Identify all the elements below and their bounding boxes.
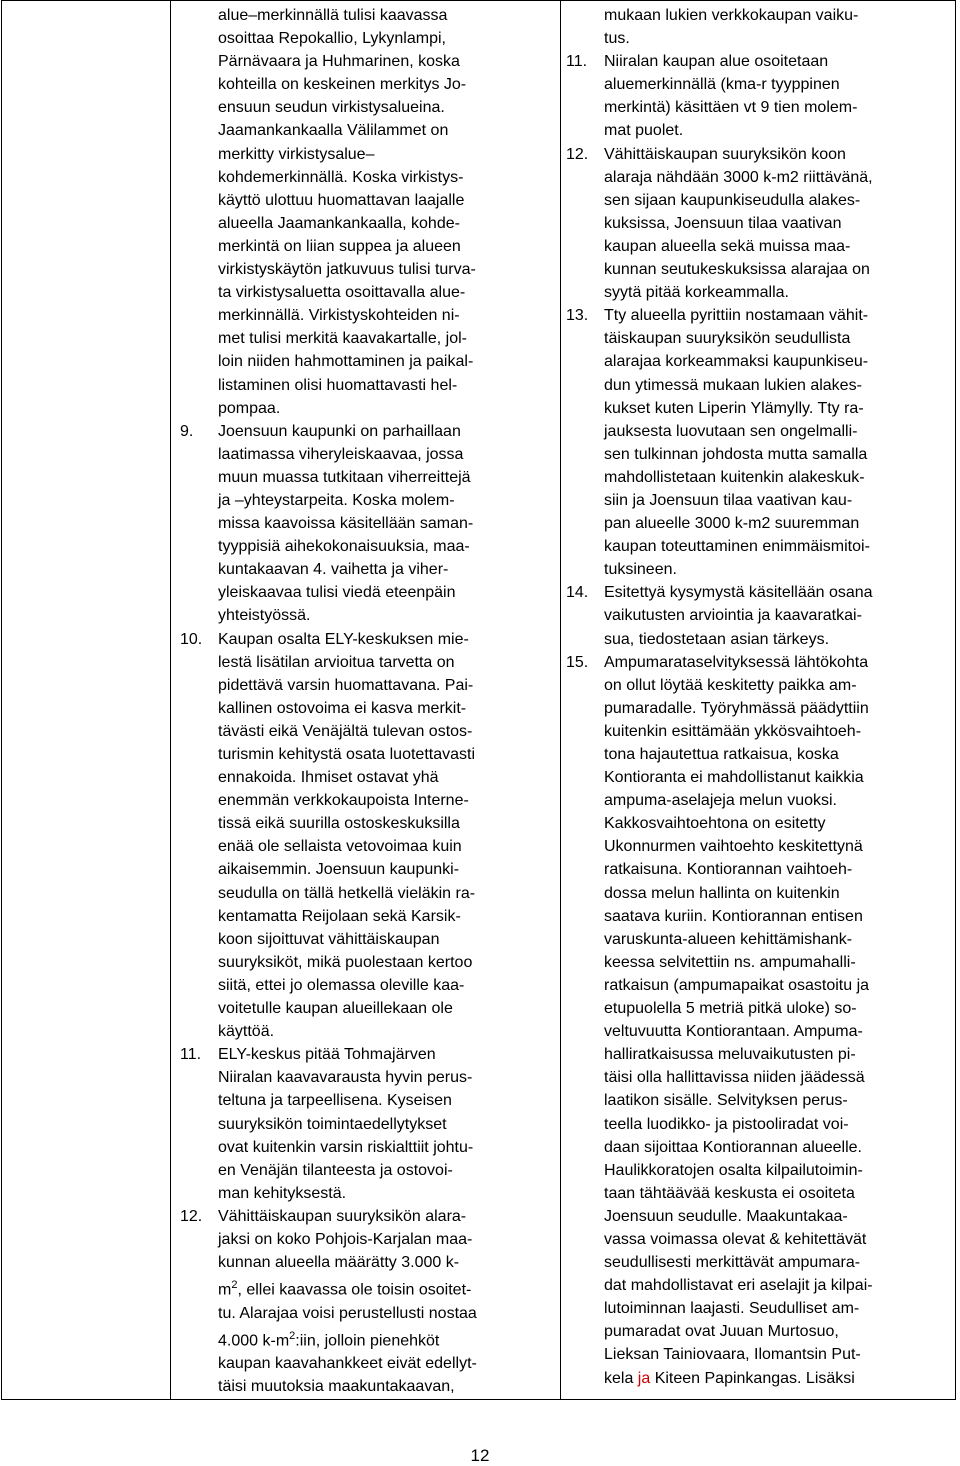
- text-line: listaminen olisi huomattavasti hel-: [218, 376, 458, 394]
- text-line: seudulla on tällä hetkellä vieläkin ra-: [218, 884, 476, 902]
- text-line: Joensuun seudulle. Maakuntakaa-: [604, 1207, 848, 1225]
- text-line: täiskaupan suuryksikön seudullista: [604, 330, 851, 348]
- text-line: käyttöä.: [218, 1023, 275, 1041]
- text-line: Kontioranta ei mahdollistanut kaikkia: [604, 769, 864, 787]
- text-line: [218, 1274, 560, 1301]
- text-line: met tulisi merkitä kaavakartalle, jol-: [218, 330, 467, 348]
- text-line: voitetulle kaupan alueillekaan ole: [218, 1000, 453, 1018]
- text-line: teltuna ja tarpeellisena. Kyseisen: [218, 1092, 452, 1110]
- text-line: kallinen ostovoima ei kasva merkit-: [218, 699, 467, 717]
- text-line: keessa selvitettiin ns. ampumahalli-: [604, 953, 856, 971]
- text-line: kunnan seutukeskuksissa alarajaa on: [604, 261, 870, 279]
- text-line: ta virkistysaluetta osoittavalla alue-: [218, 284, 466, 302]
- text-line: en Venäjän tilanteesta ja ostovoi-: [218, 1161, 453, 1179]
- text-line: Ukonnurmen vaihtoehto keskitettynä: [604, 838, 863, 856]
- text-fragment: m: [218, 1281, 232, 1299]
- text-fragment: , ellei kaavassa ole toisin osoitet-: [237, 1281, 472, 1299]
- item-number: 11.: [180, 1046, 202, 1064]
- text-line: merkintä on liian suppea ja alueen: [218, 237, 461, 255]
- text-line: sen tulkinnan johdosta mutta samalla: [604, 445, 868, 463]
- text-line: Joensuun kaupunki on parhaillaan: [218, 422, 461, 440]
- text-line: kohdemerkinnällä. Koska virkistys-: [218, 168, 464, 186]
- numbered-item-12: [180, 1205, 560, 1398]
- text-line: loin niiden hahmottaminen ja paikal-: [218, 353, 474, 371]
- text-line: Haulikkoratojen osalta kilpailutoimin-: [604, 1161, 863, 1179]
- text-line: kuksissa, Joensuun tilaa vaativan: [604, 214, 842, 232]
- text-line: Esitettyä kysymystä käsitellään osana: [604, 584, 873, 602]
- text-line: daan sijoittaa Kontiorannan alueelle.: [604, 1138, 862, 1156]
- text-line: käyttö ulottuu huomattavan laajalle: [218, 191, 465, 209]
- text-line: taan tähtäävää keskusta ei osoiteta: [604, 1184, 855, 1202]
- text-line: dossa melun hallinta on kuitenkin: [604, 884, 840, 902]
- text-line: Kakkosvaihtoehtona on esitetty: [604, 815, 826, 833]
- text-line: Vähittäiskaupan suuryksikön koon: [604, 145, 846, 163]
- text-line: vassa voimassa olevat & kehitettävät: [604, 1230, 867, 1248]
- text-line: aikaisemmin. Joensuun kaupunki-: [218, 861, 460, 879]
- text-line: dat mahdollistavat eri aselajit ja kilpai-: [604, 1277, 873, 1295]
- text-line: ampuma-aselajeja melun vuoksi.: [604, 792, 837, 810]
- text-fragment: kela: [604, 1369, 638, 1387]
- text-line: siitä, ettei jo olemassa oleville kaa-: [218, 976, 465, 994]
- text-line: merkintä) käsittäen vt 9 tien molem-: [604, 99, 858, 117]
- text-line: muun muassa tutkitaan viherreittejä: [218, 468, 471, 486]
- numbered-item-11: [566, 50, 956, 142]
- text-line: kaupan alueella sekä muissa maa-: [604, 237, 851, 255]
- item-number: 11.: [566, 53, 588, 71]
- text-line: sen sijaan kaupunkiseudulla alakes-: [604, 191, 861, 209]
- text-line: halliratkaisussa meluvaikutusten pi-: [604, 1046, 856, 1064]
- text-line: ovat kuitenkin varsin riskialttiit johtu-: [218, 1138, 474, 1156]
- text-line: Vähittäiskaupan suuryksikön alara-: [218, 1207, 467, 1225]
- numbered-item-15: [566, 651, 956, 1390]
- text-line: merkitty virkistysalue–: [218, 145, 375, 163]
- text-line: [218, 1325, 560, 1352]
- response-column: [566, 4, 956, 1390]
- text-fragment: :iin, jolloin pienehköt: [295, 1332, 440, 1349]
- text-line: missa kaavoissa käsitellään saman-: [218, 515, 474, 533]
- item-number: 14.: [566, 584, 589, 602]
- text-line: seudullisesti merkittävät ampumara-: [604, 1254, 861, 1272]
- text-line: Ampumarataselvityksessä lähtökohta: [604, 653, 869, 671]
- text-line: ennakoida. Ihmiset ostavat yhä: [218, 769, 439, 787]
- numbered-item-11: [180, 1043, 560, 1205]
- text-line: täisi olla hallittavissa niiden jäädessä: [604, 1069, 865, 1087]
- text-line: tuksineen.: [604, 561, 677, 579]
- text-line: alueella Jaamankankaalla, kohde-: [218, 214, 460, 232]
- text-line: suuryksikön toimintaedellytykset: [218, 1115, 447, 1133]
- text-line: kunnan alueella määrätty 3.000 k-: [218, 1254, 460, 1272]
- ely-statement-column: [180, 4, 560, 1398]
- text-line: kukset kuten Liperin Ylämylly. Tty ra-: [604, 399, 864, 417]
- text-line: vaikutusten arviointia ja kaavaratkai-: [604, 607, 862, 625]
- text-line: pidettävä varsin huomattavana. Pai-: [218, 676, 474, 694]
- text-line: tu. Alarajaa voisi perustellusti nostaa: [218, 1304, 477, 1322]
- text-line: ensuun seudun virkistysalueina.: [218, 99, 445, 117]
- continued-item-8: [180, 4, 560, 420]
- text-line: lestä lisätilan arvioitua tarvetta on: [218, 653, 455, 671]
- numbered-item-13: [566, 304, 956, 581]
- numbered-item-10: [180, 628, 560, 1044]
- text-line: pompaa.: [218, 399, 281, 417]
- column-divider-2: [560, 1, 561, 1399]
- page-number: 12: [470, 1446, 490, 1465]
- text-line: laatikon sisälle. Selvityksen perus-: [604, 1092, 848, 1110]
- text-line: [604, 1367, 956, 1390]
- text-line: osoittaa Repokallio, Lykynlampi,: [218, 30, 446, 48]
- text-line: täisi muutoksia maakuntakaavan,: [218, 1378, 455, 1396]
- text-line: kaupan kaavahankkeet eivät edellyt-: [218, 1355, 477, 1373]
- text-line: kaupan toteuttaminen enimmäismitoi-: [604, 538, 870, 556]
- text-line: aluemerkinnällä (kma-r tyyppinen: [604, 76, 840, 94]
- text-line: syytä pitää korkeammalla.: [604, 284, 789, 302]
- text-line: Kaupan osalta ELY-keskuksen mie-: [218, 630, 469, 648]
- text-line: ja –yhteystarpeita. Koska molem-: [218, 491, 455, 509]
- text-line: pumaradat ovat Juuan Murtosuo,: [604, 1323, 839, 1341]
- numbered-item-9: [180, 420, 560, 628]
- text-line: virkistyskäytön jatkuvuus tulisi turva-: [218, 261, 476, 279]
- text-line: ratkaisuna. Kontiorannan vaihtoeh-: [604, 861, 853, 879]
- text-line: siin ja Joensuun tilaa vaativan kau-: [604, 491, 853, 509]
- text-line: lutoiminnan laajasti. Seudulliset am-: [604, 1300, 860, 1318]
- text-line: enää ole sellaista vetovoimaa kuin: [218, 838, 462, 856]
- text-line: suuryksiköt, mikä puolestaan kertoo: [218, 953, 473, 971]
- text-line: ratkaisun (ampumapaikat osastoitu ja: [604, 976, 870, 994]
- text-line: teella luodikko- ja pistooliradat voi-: [604, 1115, 849, 1133]
- text-line: alarajaa korkeammaksi kaupunkiseu-: [604, 353, 869, 371]
- numbered-item-14: [566, 581, 956, 650]
- text-line: kohteilla on keskeinen merkitys Jo-: [218, 76, 467, 94]
- text-line: jauksesta luovutaan sen ongelmalli-: [604, 422, 858, 440]
- text-line: turismin kehitystä osata luotettavasti: [218, 746, 476, 763]
- text-line: jaksi on koko Pohjois-Karjalan maa-: [218, 1230, 473, 1248]
- text-line: mukaan lukien verkkokaupan vaiku-: [604, 7, 859, 24]
- text-line: alaraja nähdään 3000 k-m2 riittävänä,: [604, 168, 873, 186]
- text-line: tävästi eikä Venäjältä tulevan ostos-: [218, 722, 473, 740]
- text-line: merkinnällä. Virkistyskohteiden ni-: [218, 307, 460, 325]
- text-line: kentamatta Reijolaan sekä Karsik-: [218, 907, 461, 925]
- item-number: 12.: [180, 1207, 203, 1225]
- text-line: Niiralan kaupan alue osoitetaan: [604, 53, 829, 71]
- text-line: enemmän verkkokaupoista Interne-: [218, 792, 469, 810]
- text-line: veltuvuutta Kontiorantaan. Ampuma-: [604, 1023, 863, 1041]
- superscript: 2: [231, 1279, 238, 1292]
- continued-item-10: [566, 4, 956, 50]
- text-line: tona hajautettua ratkaisua, koska: [604, 746, 839, 763]
- text-line: yhteistyössä.: [218, 607, 311, 625]
- item-number: 15.: [566, 653, 589, 671]
- text-line: dun ytimessä mukaan lukien alakes-: [604, 376, 862, 394]
- text-line: alue–merkinnällä tulisi kaavassa: [218, 7, 448, 24]
- text-line: tyyppisiä aihekokonaisuuksia, maa-: [218, 538, 470, 556]
- text-line: pan alueelle 3000 k-m2 suuremman: [604, 515, 860, 533]
- text-line: kuitenkin esittämään ykkösvaihtoeh-: [604, 722, 862, 740]
- text-line: tissä eikä suurilla ostoskeskuksilla: [218, 815, 460, 833]
- text-line: yleiskaavaa tulisi viedä eteenpäin: [218, 584, 456, 602]
- text-line: ELY-keskus pitää Tohmajärven: [218, 1046, 436, 1064]
- text-line: pumaradalle. Työryhmässä päädyttiin: [604, 699, 869, 717]
- text-line: saatava kuriin. Kontiorannan entisen: [604, 907, 863, 925]
- text-line: man kehityksestä.: [218, 1184, 347, 1202]
- text-line: Jaamankankaalla Välilammet on: [218, 122, 449, 140]
- text-line: tus.: [604, 30, 630, 48]
- text-line: laatimassa viheryleiskaavaa, jossa: [218, 445, 464, 463]
- column-divider-1: [170, 1, 171, 1399]
- item-number: 13.: [566, 307, 589, 325]
- highlighted-word: ja: [637, 1369, 651, 1387]
- text-fragment: Kiteen Papinkangas. Lisäksi: [650, 1369, 855, 1387]
- text-line: Niiralan kaavavarausta hyvin perus-: [218, 1069, 473, 1087]
- text-line: kuntakaavan 4. vaihetta ja viher-: [218, 561, 449, 579]
- text-line: koon sijoittuvat vähittäiskaupan: [218, 930, 440, 948]
- item-number: 12.: [566, 145, 589, 163]
- text-line: mahdollistetaan kuitenkin alakeskuk-: [604, 468, 865, 486]
- superscript: 2: [289, 1329, 296, 1342]
- item-number: 10.: [180, 630, 203, 648]
- text-line: varuskunta-alueen kehittämishank-: [604, 930, 853, 948]
- text-line: mat puolet.: [604, 122, 684, 140]
- text-line: sua, tiedostetaan asian tärkeys.: [604, 630, 830, 648]
- text-line: Lieksan Tainiovaara, Ilomantsin Put-: [604, 1346, 861, 1364]
- text-line: etupuolella 5 metriä pitkä uloke) so-: [604, 1000, 857, 1018]
- text-fragment: 4.000 k-m: [218, 1332, 290, 1349]
- text-line: on ollut löytää keskitetty paikka am-: [604, 676, 857, 694]
- numbered-item-12: [566, 143, 956, 305]
- text-line: Tty alueella pyrittiin nostamaan vähit-: [604, 307, 869, 325]
- item-number: 9.: [180, 422, 194, 440]
- text-line: Pärnävaara ja Huhmarinen, koska: [218, 53, 460, 71]
